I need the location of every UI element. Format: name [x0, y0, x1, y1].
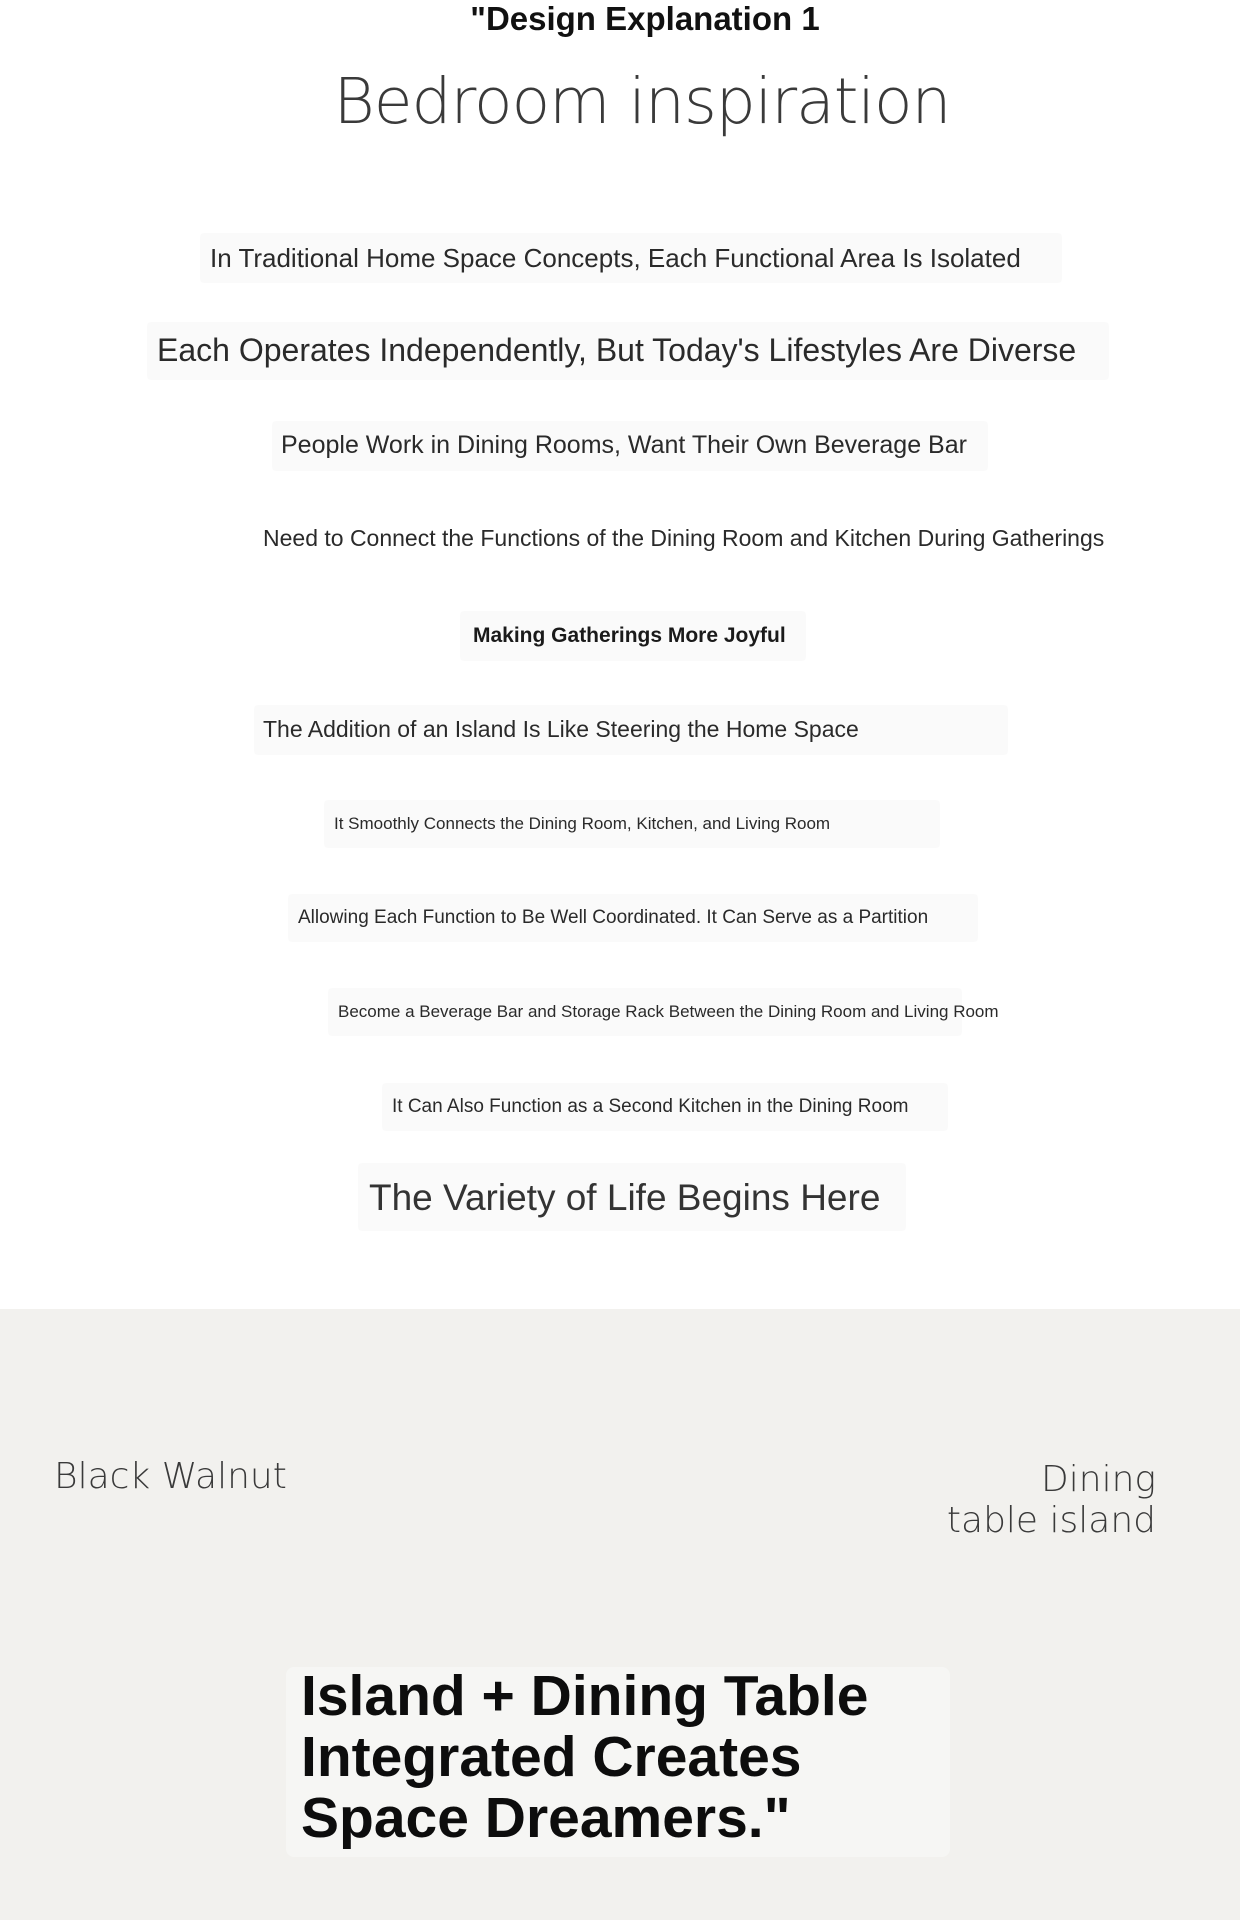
body-line-9: Become a Beverage Bar and Storage Rack Between the Dining Room and Living Room	[338, 1002, 999, 1021]
body-line-2: Each Operates Independently, But Today's Lifestyles Are Diverse	[157, 332, 1077, 368]
section-kicker: "Design Explanation 1	[470, 0, 820, 37]
body-line-7: It Smoothly Connects the Dining Room, Kitchen, and Living Room	[334, 814, 831, 833]
body-line-8: Allowing Each Function to Be Well Coordinated. It Can Serve as a Partition	[298, 907, 929, 928]
product-type-label	[916, 1459, 1156, 1542]
closing-statement: The Variety of Life Begins Here	[369, 1177, 881, 1218]
body-line-10: It Can Also Function as a Second Kitchen in the Dining Room	[392, 1096, 909, 1117]
product-type-line-2: table island	[946, 1500, 1156, 1542]
tagline-line-3: Space Dreamers."	[301, 1785, 791, 1850]
product-section	[0, 1309, 1240, 1920]
tagline	[301, 1666, 981, 1849]
body-line-4: Need to Connect the Functions of the Dining Room and Kitchen During Gatherings	[263, 525, 1105, 551]
body-line-5: Making Gatherings More Joyful	[473, 624, 786, 647]
tagline-line-1: Island + Dining Table	[301, 1664, 869, 1728]
material-label: Black Walnut	[54, 1456, 287, 1497]
page-title: Bedroom inspiration	[333, 65, 951, 138]
body-line-1: In Traditional Home Space Concepts, Each Functional Area Is Isolated	[210, 243, 1021, 273]
body-line-6: The Addition of an Island Is Like Steering the Home Space	[263, 716, 859, 742]
product-type-line-1: Dining	[1041, 1459, 1156, 1500]
body-line-3: People Work in Dining Rooms, Want Their Own Beverage Bar	[281, 431, 967, 459]
tagline-line-2: Integrated Creates	[301, 1724, 802, 1789]
